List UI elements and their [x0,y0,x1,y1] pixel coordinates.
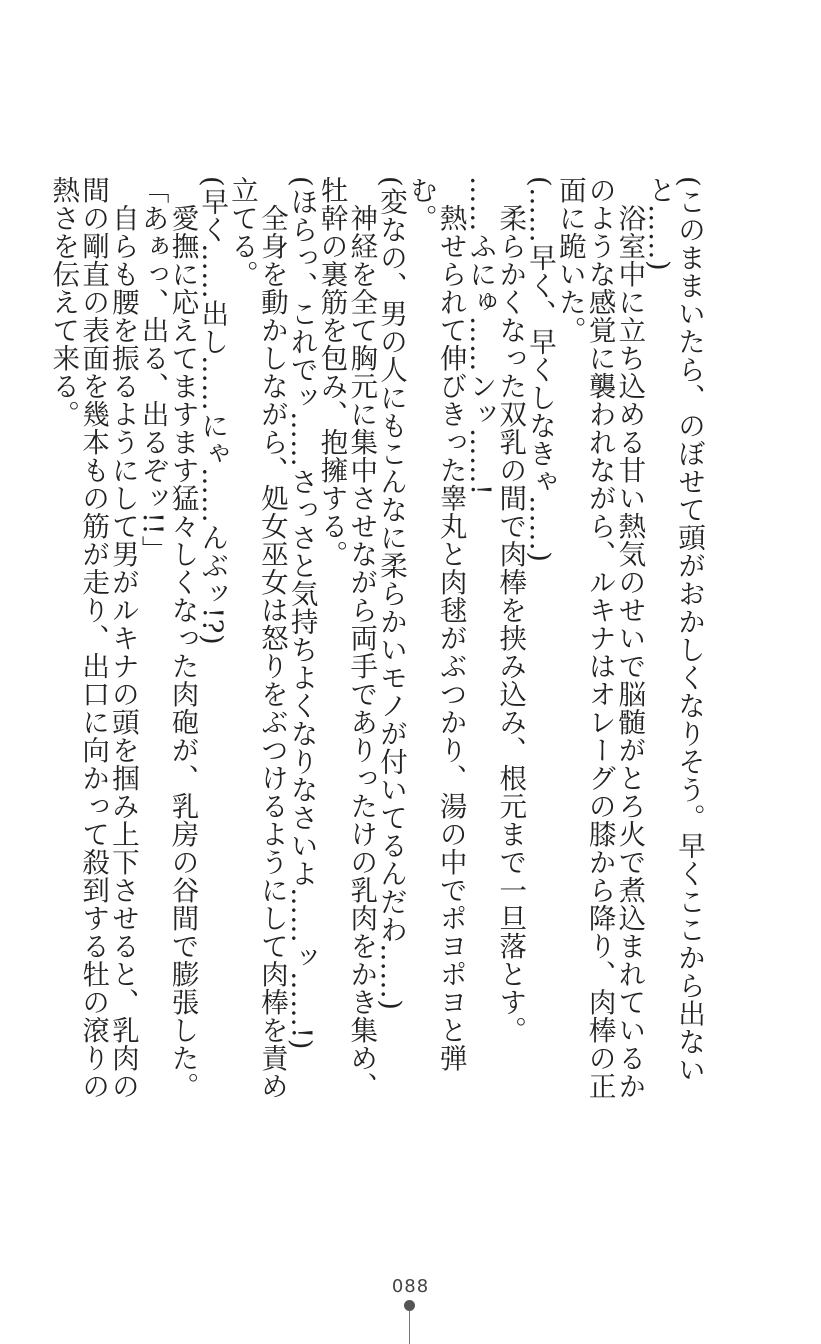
paragraph-7: (変なの、男の人にもこんなに柔らかいモノが付いてるんだわ……) [375,176,408,1011]
paragraph-5: ……ふにゅ……ンッ……! [464,176,497,496]
paragraph-6: 熱せられて伸びきった睾丸と肉毬がぶつかり、湯の中でポヨポヨと弾む。 [404,176,467,1072]
paragraph-9: (ほらっ、これでッ……さっさと気持ちよくなりなさいよ……ッ……!) [285,176,318,1051]
paragraph-2: 浴室中に立ち込める甘い熱気のせいで脳髄がとろ火で煮込まれているかのような感覚に襲われながら、ルキナはオレーグの膝から降り、肉棒の正面に跪いた。 [553,176,646,1100]
paragraph-4: 柔らかくなった双乳の間で肉棒を挟み込み、根元まで一旦落とす。 [494,203,527,1044]
paragraph-12: 愛撫に応えてますます猛々しくなった肉砲が、乳房の谷間で膨張した。 [166,203,199,1100]
paragraph-1: (このままいたら、のぼせて頭がおかしくなりそう。早くここから出ないと……) [643,176,705,1084]
page-body [47,176,705,1106]
paragraph-11: (早く……出し……にゃ……んぶッ!?) [196,176,229,646]
paragraph-10: 全身を動かしながら、処女巫女は怒りをぶつけるようにして肉棒を責め立てる。 [226,176,288,1100]
page-marker-dot-icon [404,1300,415,1311]
paragraph-13: 「あぁっ、出る、出るぞッ!!」 [136,176,169,564]
paragraph-8: 神経を全て胸元に集中させながら両手でありったけの乳肉をかき集め、牡幹の裏筋を包み、抱擁する。 [315,176,378,1100]
paragraph-3: (……早く、早くしなきゃ……) [524,176,557,563]
page-number: 088 [391,1276,430,1297]
page-marker-line [409,1311,410,1344]
paragraph-14: 自らも腰を振るようにして男がルキナの頭を掴み上下させると、乳肉の間の剛直の表面を幾本もの筋が走り、出口に向かって殺到する牡の滾りの熱さを伝えて来る。 [47,176,139,1100]
